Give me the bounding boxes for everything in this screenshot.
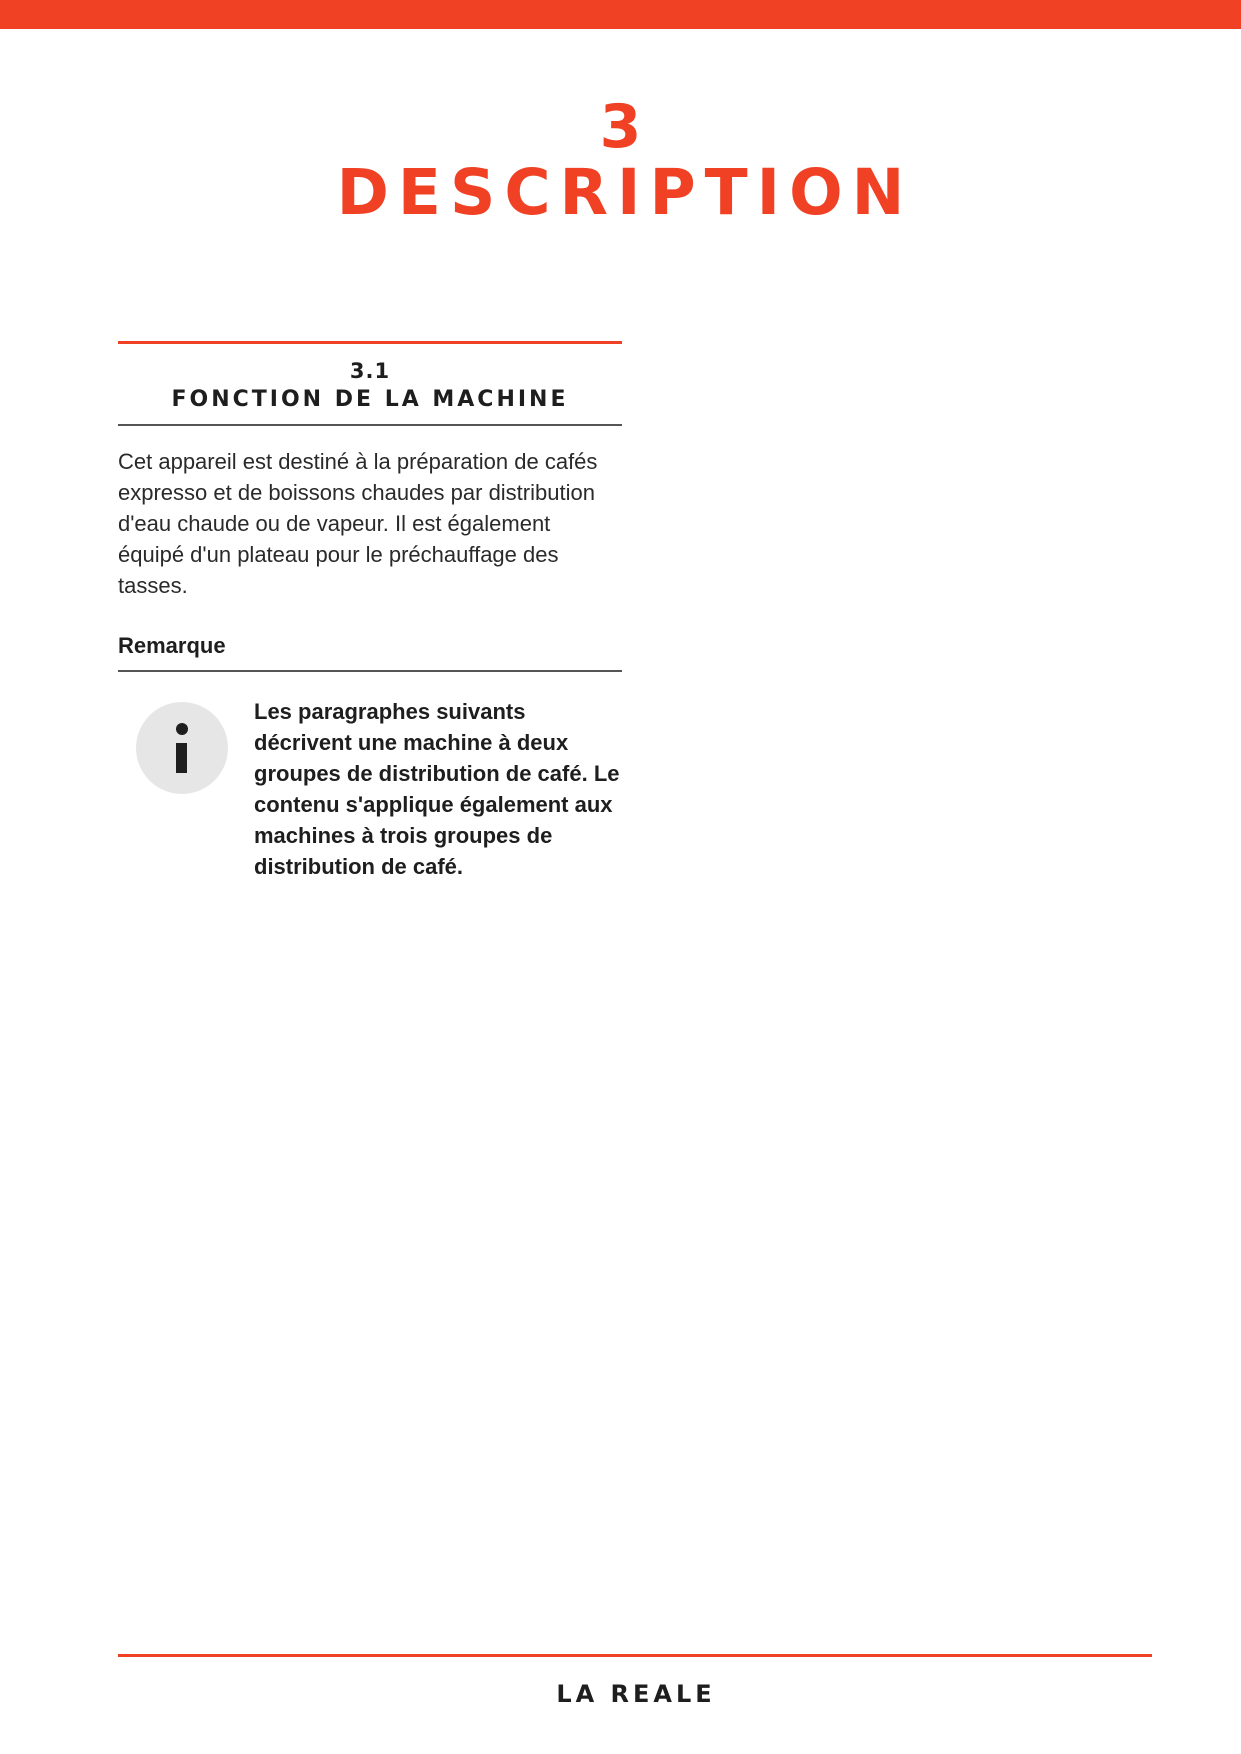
chapter-heading [0,92,1241,229]
note-text: Les paragraphes suivants décrivent une machine à deux groupes de distribution de café. Le contenu s'applique également aux machines à trois groupes de distribution de café. [254,699,620,879]
section-heading [118,344,622,424]
footer-divider [118,1654,1152,1657]
section-machine-function [118,341,622,896]
footer-brand: LA REALE [556,1680,716,1708]
top-accent-bar [0,0,1241,29]
section-body-text: Cet appareil est destiné à la préparation de cafés expresso et de boissons chaudes par distribution d'eau chaude ou de vapeur. Il est également équipé d'un plateau pour le préchauffage des tasses. [118,449,598,598]
chapter-title: DESCRIPTION [336,156,914,229]
section-bottom-divider [118,424,622,426]
note-label: Remarque [118,631,622,672]
info-icon [136,702,228,794]
chapter-number: 3 [599,92,642,162]
note-box [118,696,622,896]
section-number: 3.1 [349,359,391,383]
section-title: FONCTION DE LA MACHINE [171,387,569,412]
